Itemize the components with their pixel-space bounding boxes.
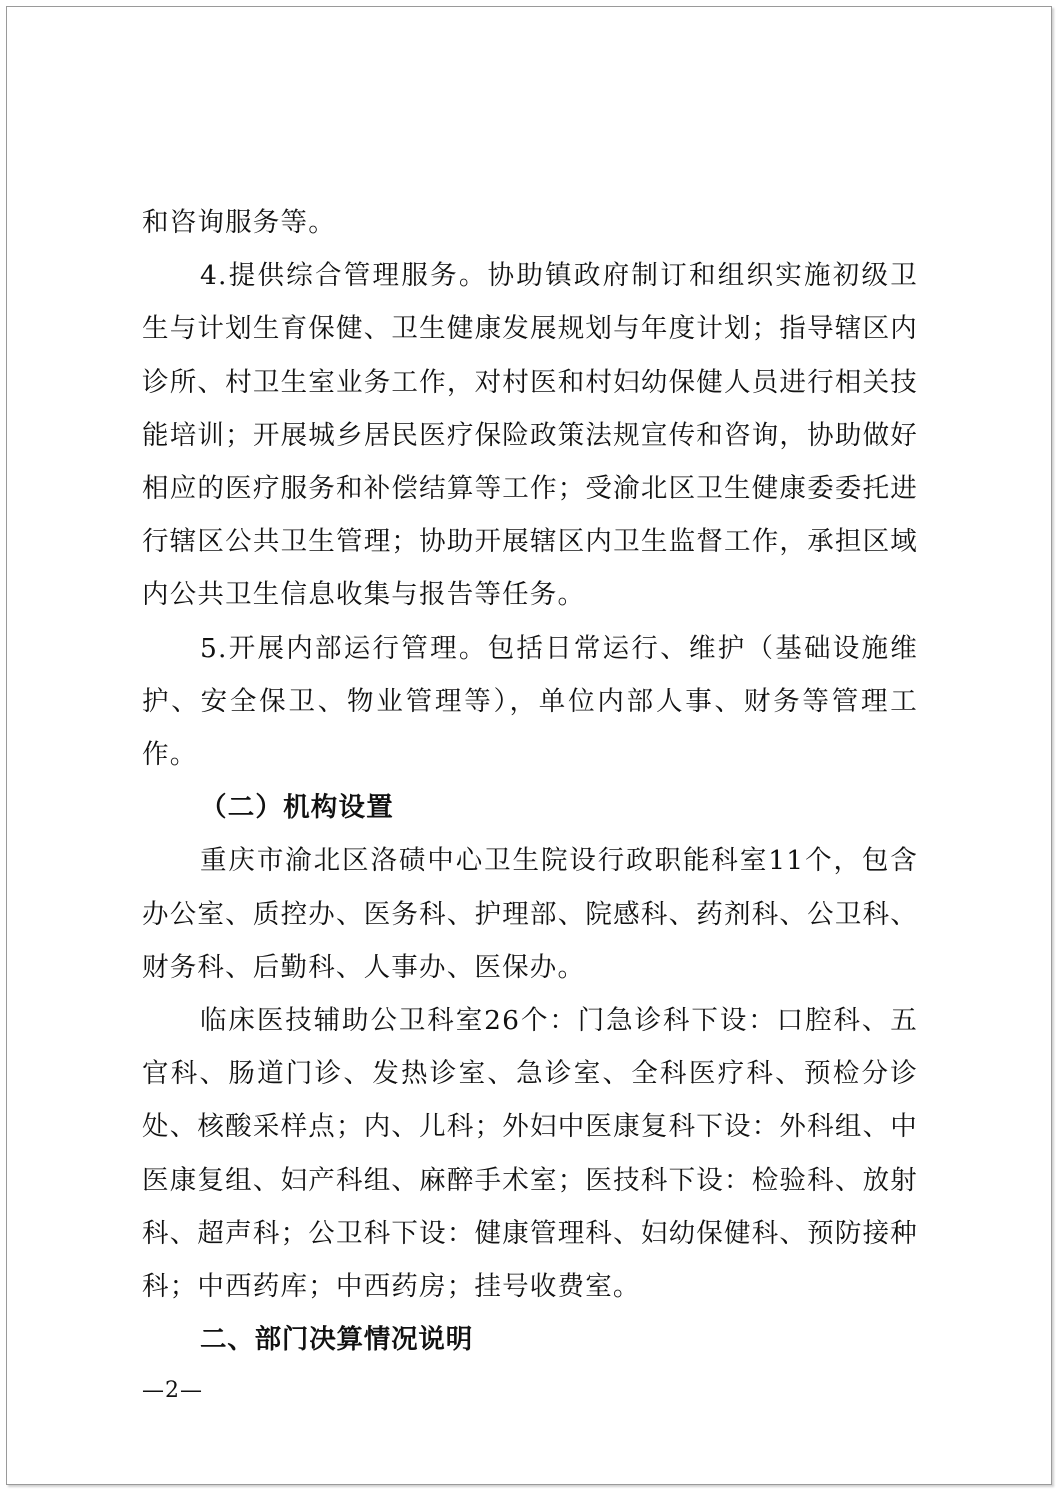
section-heading-final-accounts: 二、部门决算情况说明 (200, 1324, 473, 1356)
paragraph-continuation: 和咨询服务等。 (142, 207, 336, 238)
paragraph-internal-operations: 5.开展内部运行管理。包括日常运行、维护（基础设施维护、安全保卫、物业管理等），单位内部人事、财务等管理工作。 (142, 632, 918, 771)
section-heading-organization: （二）机构设置 (200, 792, 394, 824)
paragraph-management-services: 4.提供综合管理服务。协助镇政府制订和组织实施初级卫生与计划生育保健、卫生健康发展规划与年度计划；指导辖区内诊所、村卫生室业务工作，对村医和村妇幼保健人员进行相关技能培训；开展城乡居民医疗保险政策法规宣传和咨询，协助做好相应的医疗服务和补偿结算等工作；受渝北区卫生健康委委托进行辖区公共卫生管理；协助开展辖区内卫生监督工作，承担区域内公共卫生信息收集与报告等任务。 (142, 260, 918, 611)
page-number: —2— (142, 1378, 203, 1403)
paragraph-admin-departments: 重庆市渝北区洛碛中心卫生院设行政职能科室11个，包含办公室、质控办、医务科、护理部、院感科、药剂科、公卫科、财务科、后勤科、人事办、医保办。 (142, 845, 918, 983)
document-body (142, 196, 918, 1366)
paragraph-clinical-departments: 临床医技辅助公卫科室26个：门急诊科下设：口腔科、五官科、肠道门诊、发热诊室、急诊室、全科医疗科、预检分诊处、核酸采样点；内、儿科；外妇中医康复科下设：外科组、中医康复组、妇产科组、麻醉手术室；医技科下设：检验科、放射科、超声科；公卫科下设：健康管理科、妇幼保健科、预防接种科；中西药库；中西药房；挂号收费室。 (142, 1005, 918, 1303)
